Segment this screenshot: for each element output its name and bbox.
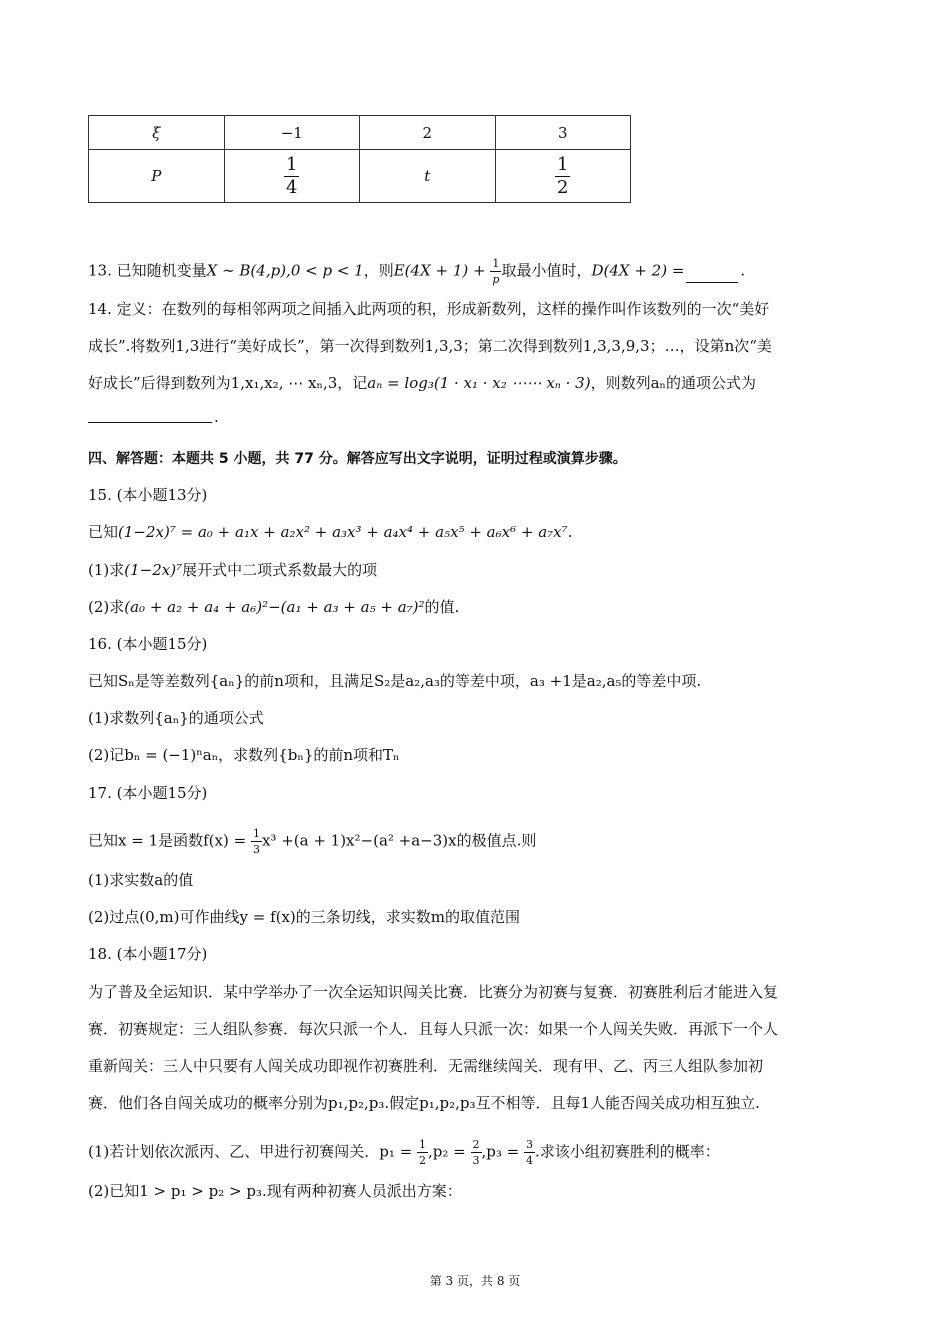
denominator: 2	[418, 1154, 426, 1167]
numerator: 2	[472, 1138, 480, 1151]
table-cell: ξ	[89, 116, 225, 150]
question-18-line-4: 赛．他们各自闯关成功的概率分别为p₁,p₂,p₃.假定p₁,p₂,p₃互不相等．且每1人能否闯关成功相互独立.	[88, 1094, 760, 1112]
question-14-line-3	[88, 376, 756, 391]
math: x³ +(a + 1)x²−(a² +a−3)x的极值点.则	[261, 831, 537, 850]
fraction	[284, 153, 299, 198]
text: 13. 已知随机变量	[88, 261, 207, 280]
text: 取最小值时，	[501, 261, 592, 280]
answer-blank[interactable]	[88, 421, 212, 423]
math: ,p₃ =	[481, 1142, 520, 1161]
denominator: 2	[557, 176, 569, 198]
text: (2)求	[88, 598, 125, 616]
fraction	[524, 1139, 535, 1166]
question-17-part-2: (2)过点(0,m)可作曲线y = f(x)的三条切线，求实数m的取值范围	[88, 908, 521, 926]
fraction	[555, 153, 570, 198]
numerator: 1	[286, 153, 298, 175]
question-14-line-4	[88, 410, 219, 425]
text: 好成长”后得到数列为1,x₁,x₂, ⋯ xₙ,3，记	[88, 374, 368, 392]
question-15-part-2	[88, 600, 459, 615]
text: .	[567, 523, 573, 541]
math: (1−2x)⁷ = a₀ + a₁x + a₂x² + a₃x³ + a₄x⁴ + a₅x⁵ + a₆x⁶ + a₇x⁷	[118, 523, 568, 541]
table-cell: t	[360, 150, 496, 203]
answer-blank[interactable]	[686, 281, 738, 283]
denominator: p	[492, 273, 500, 286]
numerator: 3	[526, 1138, 534, 1151]
table-cell: 3	[495, 116, 631, 150]
text: 已知	[88, 523, 119, 541]
denominator: 4	[286, 176, 298, 198]
text: .求该小组初赛胜利的概率：	[535, 1142, 720, 1161]
math: D(4X + 2) =	[591, 261, 685, 280]
table-cell: −1	[224, 116, 360, 150]
question-15-title: 15. (本小题13分)	[88, 486, 208, 504]
fraction	[251, 828, 262, 855]
question-15-part-1	[88, 563, 377, 578]
denominator: 4	[526, 1154, 534, 1167]
question-18-title: 18. (本小题17分)	[88, 945, 208, 963]
text: .	[214, 408, 219, 426]
question-16-part-2: (2)记bₙ = (−1)ⁿaₙ，求数列{bₙ}的前n项和Tₙ	[88, 746, 400, 764]
denominator: 3	[252, 843, 260, 856]
question-17-title: 17. (本小题15分)	[88, 784, 208, 802]
question-15-stem	[88, 525, 572, 540]
math: 已知x = 1是函数f(x) =	[88, 831, 247, 850]
fraction	[471, 1139, 482, 1166]
math: aₙ = log₃(1 · x₁ · x₂ ⋯⋯ xₙ · 3)	[367, 374, 591, 392]
table-cell: P	[89, 150, 225, 203]
math: (a₀ + a₂ + a₄ + a₆)²−(a₁ + a₃ + a₅ + a₇)²	[124, 598, 425, 616]
table-row	[89, 116, 631, 150]
question-16-part-1: (1)求数列{aₙ}的通项公式	[88, 709, 264, 727]
math: (1−2x)⁷	[124, 561, 183, 579]
distribution-table	[88, 115, 631, 203]
fraction	[417, 1139, 428, 1166]
question-18-part-1	[88, 1139, 720, 1166]
text: .	[740, 261, 746, 280]
question-17-stem	[88, 828, 536, 855]
text: 的值.	[424, 598, 460, 616]
question-14-line-1: 14. 定义：在数列的每相邻两项之间插入此两项的积，形成新数列，这样的操作叫作该数列的一次“美好	[88, 300, 770, 318]
numerator: 1	[252, 827, 260, 840]
numerator: 1	[418, 1138, 426, 1151]
section-heading: 四、解答题：本题共 5 小题，共 77 分。解答应写出文字说明，证明过程或演算步骤。	[88, 451, 627, 467]
fraction	[490, 258, 501, 285]
text: (1)求	[88, 561, 125, 579]
question-18-line-2: 赛．初赛规定：三人组队参赛．每次只派一个人．且每人只派一次：如果一个人闯关失败．再派下一个人	[88, 1020, 779, 1038]
question-16-title: 16. (本小题15分)	[88, 635, 208, 653]
table-cell	[224, 150, 360, 203]
question-18-line-3: 重新闯关：三人中只要有人闯关成功即视作初赛胜利．无需继续闯关．现有甲、乙、丙三人组队参加初	[88, 1057, 764, 1075]
page-footer: 第 3 页，共 8 页	[429, 1274, 521, 1288]
text: ，则数列aₙ的通项公式为	[590, 374, 756, 392]
math: X ∼ B(4,p),0 < p < 1	[206, 261, 364, 280]
text: (1)若计划依次派丙、乙、甲进行初赛闯关．p₁ =	[88, 1142, 413, 1161]
numerator: 1	[492, 257, 500, 270]
question-14-line-2: 成长”.将数列1,3进行“美好成长”，第一次得到数列1,3,3；第二次得到数列1,3,3,9,3；…，设第n次“美	[88, 337, 772, 355]
text: 展开式中二项式系数最大的项	[182, 561, 378, 579]
question-16-stem: 已知Sₙ是等差数列{aₙ}的前n项和，且满足S₂是a₂,a₃的等差中项，a₃ +1是a₂,a₅的等差中项.	[88, 672, 702, 690]
math: ,p₂ =	[427, 1142, 466, 1161]
numerator: 1	[557, 153, 569, 175]
question-13	[88, 258, 745, 285]
text: ，则	[363, 261, 394, 280]
table-cell: 2	[360, 116, 496, 150]
question-17-part-1: (1)求实数a的值	[88, 871, 194, 889]
table-cell	[495, 150, 631, 203]
question-18-line-1: 为了普及全运知识．某中学举办了一次全运知识闯关比赛．比赛分为初赛与复赛．初赛胜利后才能进入复	[88, 983, 779, 1001]
question-18-part-2: (2)已知1 > p₁ > p₂ > p₃.现有两种初赛人员派出方案：	[88, 1182, 462, 1200]
denominator: 3	[472, 1154, 480, 1167]
table-row	[89, 150, 631, 203]
math: E(4X + 1) +	[393, 261, 486, 280]
